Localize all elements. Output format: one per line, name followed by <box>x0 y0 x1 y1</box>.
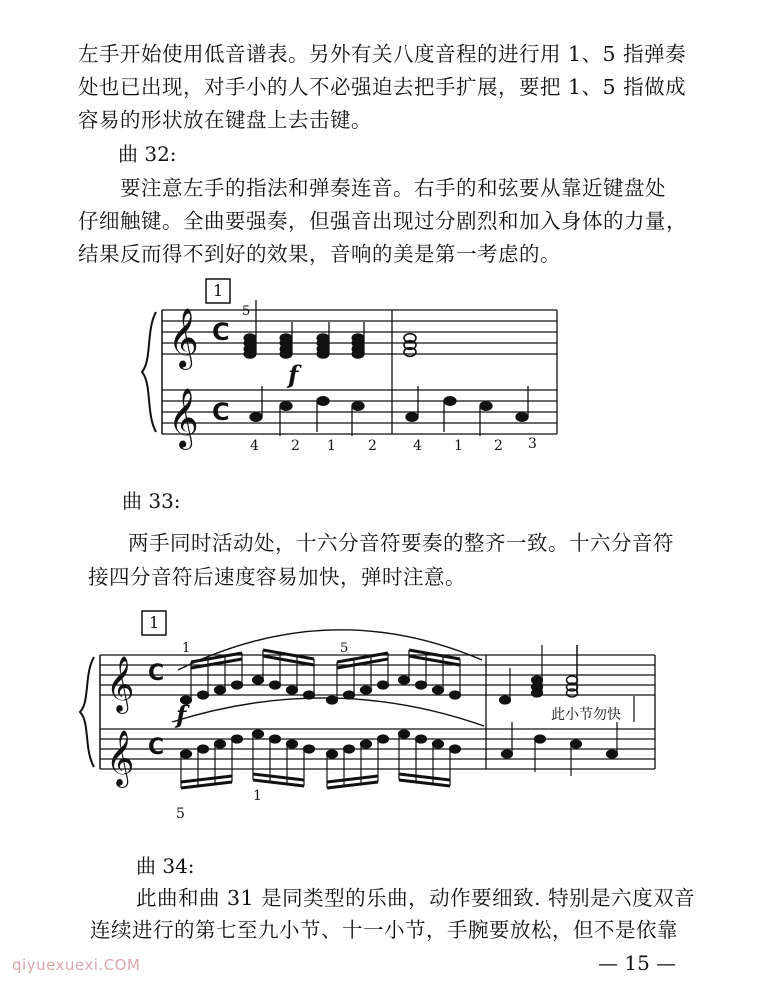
piece32-lh-finger: 2 <box>494 438 503 454</box>
treble-clef-icon: 𝄞 <box>168 308 199 368</box>
piece33-label: 曲 33: <box>122 489 181 513</box>
note-group <box>327 735 389 788</box>
piece32-lh-finger: 4 <box>413 438 422 454</box>
piece32-lh-finger: 1 <box>454 438 463 454</box>
intro-line-1: 左手开始使用低音谱表。另外有关八度音程的进行用 1、5 指弹奏 <box>78 42 687 66</box>
note-group <box>181 653 243 704</box>
piece33-tempo-note: 此小节勿快 <box>551 707 621 723</box>
piece32-dynamic: f <box>288 360 299 389</box>
piece33-lh-sixteenths <box>181 722 618 788</box>
intro-line-3: 容易的形状放在键盘上去击键。 <box>78 108 372 132</box>
piece34-line-1: 此曲和曲 31 是同类型的乐曲，动作要细致. 特别是六度双音 <box>136 886 696 910</box>
watermark: qiyuexuexi.COM <box>12 956 141 974</box>
piece32-lh-finger: 4 <box>250 438 259 454</box>
piece33-time-sig-bass: C <box>148 735 165 760</box>
note-group <box>181 735 243 788</box>
half-chord <box>567 645 578 697</box>
piece33-lh-finger: 5 <box>176 806 185 822</box>
piece33-dynamic: f <box>176 700 187 729</box>
piece33-line-2: 接四分音符后速度容易加快，弹时注意。 <box>88 565 466 589</box>
piece32-lh-finger: 2 <box>291 438 300 454</box>
piece32-line-3: 结果反而得不到好的效果，音响的美是第一考虑的。 <box>78 242 561 266</box>
treble-clef-icon: 𝄞 <box>106 656 135 712</box>
piece32-time-sig-bass: C <box>212 398 230 426</box>
piece32-lh-finger: 3 <box>528 436 537 452</box>
piece34-line-2: 连续进行的第七至九小节、十一小节，手腕要放松，但不是依靠 <box>90 918 678 942</box>
treble-clef-icon: 𝄞 <box>168 388 199 448</box>
piece33-line-1: 两手同时活动处，十六分音符要奏的整齐一致。十六分音符 <box>128 531 674 555</box>
piece34-label: 曲 34: <box>136 854 195 878</box>
piece32-line-2: 仔细触键。全曲要强奏，但强音出现过分剧烈和加入身体的力量， <box>78 209 687 233</box>
piece33-lh-finger: 1 <box>253 788 262 804</box>
page-number: — 15 — <box>598 951 677 975</box>
piece32-label: 曲 32: <box>118 142 177 166</box>
piece33-rh-finger: 5 <box>340 641 349 656</box>
note-group <box>327 653 389 704</box>
piece33-time-sig-treble: C <box>148 661 165 686</box>
piece32-lh-finger: 1 <box>327 438 336 454</box>
piece32-rh-finger: 5 <box>242 304 251 319</box>
piece32-lh-finger: 2 <box>368 438 377 454</box>
piece32-line-1: 要注意左手的指法和弹奏连音。右手的和弦要从靠近键盘处 <box>120 176 666 200</box>
piece33-rh-finger: 1 <box>182 641 191 656</box>
piece32-measure-number: 1 <box>213 281 224 300</box>
piece33-rh-slur <box>178 630 482 670</box>
piece33-measure-number: 1 <box>149 613 160 632</box>
piece32-time-sig-treble: C <box>212 318 230 346</box>
piece33-brace <box>80 657 94 767</box>
chord <box>532 645 543 697</box>
treble-clef-icon: 𝄞 <box>106 730 135 786</box>
intro-line-2: 处也已出现，对手小的人不必强迫去把手扩展，要把 1、5 指做成 <box>78 75 687 99</box>
